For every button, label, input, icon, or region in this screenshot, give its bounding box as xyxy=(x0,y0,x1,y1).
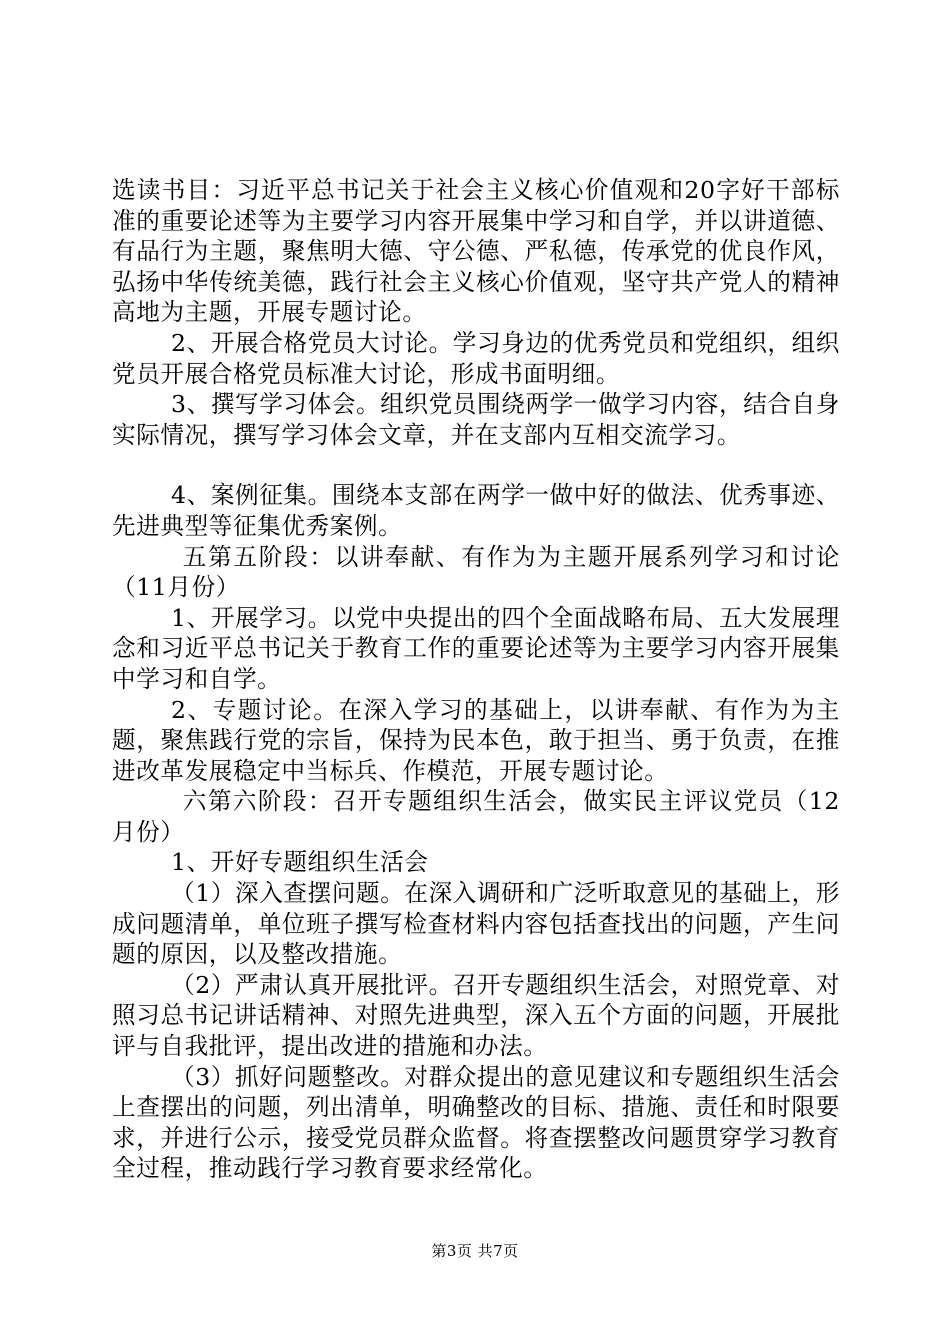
body-text xyxy=(112,175,840,1184)
paragraph: （1）深入查摆问题。在深入调研和广泛听取意见的基础上，形成问题清单，单位班子撰写检查材料内容包括查找出的问题，产生问题的原因，以及整改措施。 xyxy=(112,879,840,969)
paragraph: 2、开展合格党员大讨论。学习身边的优秀党员和党组织，组织党员开展合格党员标准大讨论，形成书面明细。 xyxy=(112,328,840,388)
paragraph: 五第五阶段：以讲奉献、有作为为主题开展系列学习和讨论（11月份） xyxy=(112,542,840,602)
paragraph: 3、撰写学习体会。组织党员围绕两学一做学习内容，结合自身实际情况，撰写学习体会文章，并在支部内互相交流学习。 xyxy=(112,390,840,449)
paragraph: 选读书目：习近平总书记关于社会主义核心价值观和20字好干部标准的重要论述等为主要学习内容开展集中学习和自学，并以讲道德、有品行为主题，聚焦明大德、守公德、严私德，传承党的优良作风，弘扬中华传统美德，践行社会主义核心价值观，坚守共产党人的精神高地为主题，开展专题讨论。 xyxy=(112,176,840,327)
paragraph: 1、开展学习。以党中央提出的四个全面战略布局、五大发展理念和习近平总书记关于教育工作的重要论述等为主要学习内容开展集中学习和自学。 xyxy=(112,603,840,693)
paragraph: 六第六阶段：召开专题组织生活会，做实民主评议党员（12月份） xyxy=(112,787,840,846)
paragraph: 4、案例征集。围绕本支部在两学一做中好的做法、优秀事迹、先进典型等征集优秀案例。 xyxy=(112,481,840,540)
page-footer: 第3页 共7页 xyxy=(431,1242,519,1260)
paragraph: 2、专题讨论。在深入学习的基础上，以讲奉献、有作为为主题，聚焦践行党的宗旨，保持为民本色，敢于担当、勇于负责，在推进改革发展稳定中当标兵、作模范，开展专题讨论。 xyxy=(112,695,840,785)
paragraph: （3）抓好问题整改。对群众提出的意见建议和专题组织生活会上查摆出的问题，列出清单，明确整改的目标、措施、责任和时限要求，并进行公示，接受党员群众监督。将查摆整改问题贯穿学习教育全过程，推动践行学习教育要求经常化。 xyxy=(112,1062,840,1183)
paragraph: （2）严肃认真开展批评。召开专题组织生活会，对照党章、对照习总书记讲话精神、对照先进典型，深入五个方面的问题，开展批评与自我批评，提出改进的措施和办法。 xyxy=(112,970,840,1061)
paragraph: 1、开好专题组织生活会 xyxy=(171,848,429,877)
